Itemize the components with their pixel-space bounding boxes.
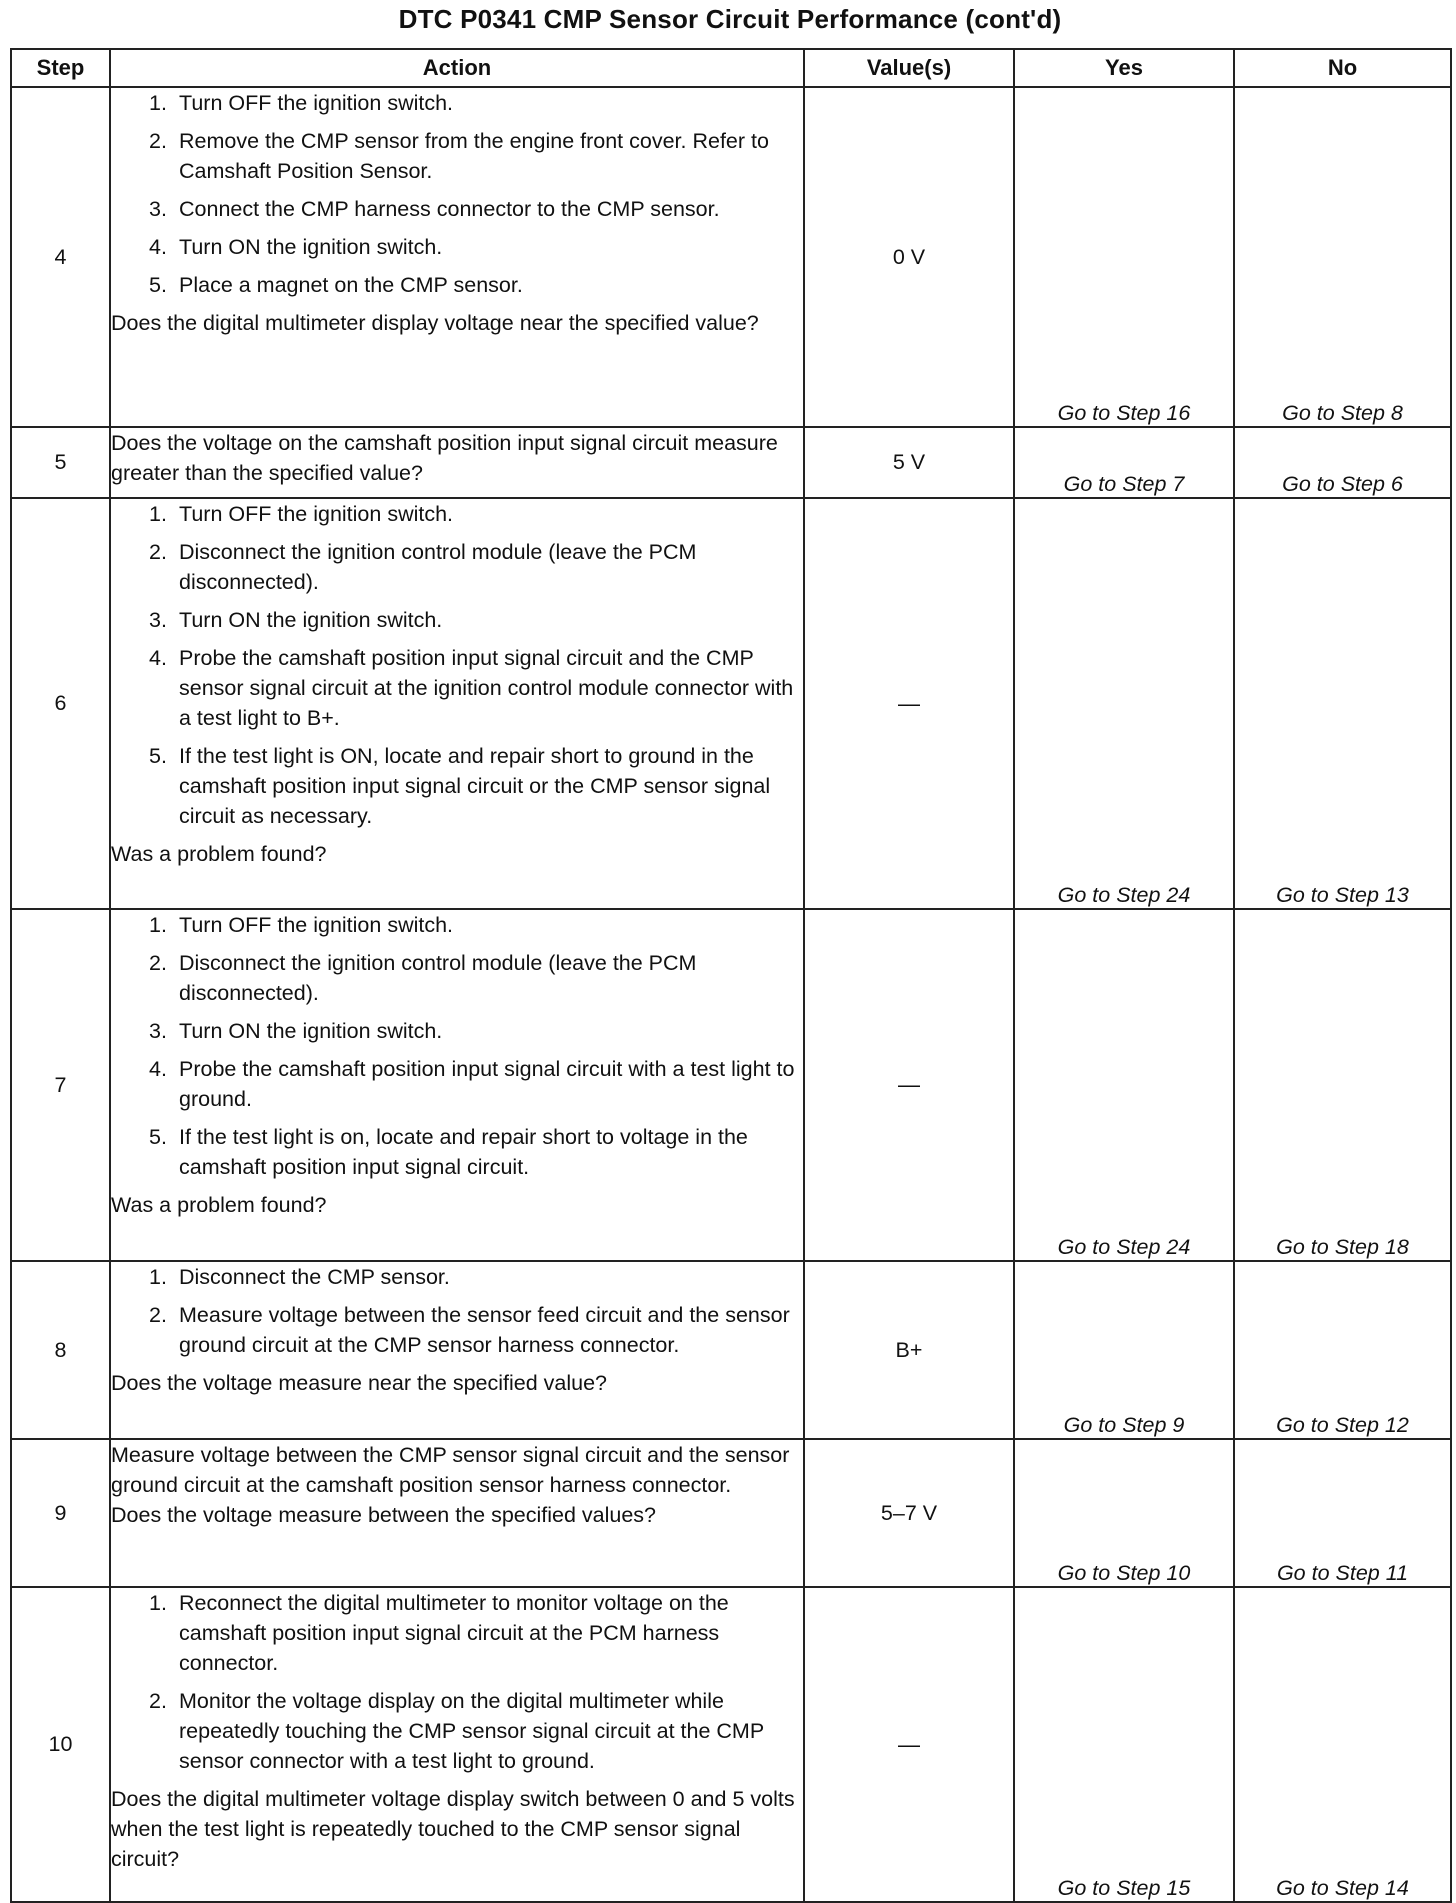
table-header-row	[11, 49, 1451, 87]
no-link[interactable]: Go to Step 13	[1234, 498, 1451, 909]
table-row	[11, 1587, 1451, 1902]
step-number: 5	[11, 427, 110, 498]
dash-value: —	[898, 690, 920, 716]
yes-link[interactable]: Go to Step 24	[1014, 909, 1234, 1261]
yes-link[interactable]: Go to Step 9	[1014, 1261, 1234, 1439]
step-number: 4	[11, 87, 110, 427]
header-no: No	[1234, 49, 1451, 87]
step-number: 6	[11, 498, 110, 909]
action-item: 2. Disconnect the ignition control module (leave the PCM disconnected).	[149, 540, 697, 594]
value-cell: 5–7 V	[804, 1439, 1014, 1587]
value-cell: B+	[804, 1261, 1014, 1439]
question-text: Was a problem found?	[111, 842, 327, 866]
action-item: 3. Turn ON the ignition switch.	[149, 1019, 443, 1043]
action-item: 1. Disconnect the CMP sensor.	[149, 1265, 450, 1289]
action-item: 1. Turn OFF the ignition switch.	[149, 913, 454, 937]
no-link[interactable]: Go to Step 12	[1234, 1261, 1451, 1439]
action-item: 2. Remove the CMP sensor from the engine front cover. Refer to Camshaft Position Sensor.	[149, 129, 769, 183]
no-link[interactable]: Go to Step 6	[1234, 427, 1451, 498]
question-text: Does the voltage measure near the specified value?	[111, 1371, 608, 1395]
action-list	[111, 1262, 803, 1368]
dash-value: —	[898, 1731, 920, 1757]
action-item: 2. Monitor the voltage display on the digital multimeter while repeatedly touching the CMP sensor signal circuit at the CMP sensor connector with a test light to ground.	[149, 1689, 764, 1773]
table-row	[11, 498, 1451, 909]
action-cell	[110, 909, 804, 1261]
table-row	[11, 427, 1451, 498]
action-list	[111, 499, 803, 839]
yes-link[interactable]: Go to Step 7	[1014, 427, 1234, 498]
value-cell	[804, 1587, 1014, 1902]
header-values: Value(s)	[804, 49, 1014, 87]
action-item: 4. Turn ON the ignition switch.	[149, 235, 443, 259]
question-text: Does the digital multimeter voltage display switch between 0 and 5 volts when the test light is repeatedly touched to the CMP sensor signal circuit?	[111, 1787, 795, 1871]
action-cell	[110, 427, 804, 498]
table-row	[11, 1261, 1451, 1439]
step-number: 10	[11, 1587, 110, 1902]
action-item: 1. Reconnect the digital multimeter to monitor voltage on the camshaft position input signal circuit at the PCM harness connector.	[149, 1591, 729, 1675]
dash-value: —	[898, 1072, 920, 1097]
action-item: 2. Disconnect the ignition control module (leave the PCM disconnected).	[149, 951, 697, 1005]
action-item: 5. Place a magnet on the CMP sensor.	[149, 273, 523, 297]
value-cell: 0 V	[804, 87, 1014, 427]
action-item: 5. If the test light is ON, locate and repair short to ground in the camshaft position input signal circuit or the CMP sensor signal circuit as necessary.	[149, 744, 771, 828]
table-row	[11, 1439, 1451, 1587]
action-item: 3. Connect the CMP harness connector to the CMP sensor.	[149, 197, 720, 221]
document-page	[10, 0, 1450, 1900]
no-link[interactable]: Go to Step 8	[1234, 87, 1451, 427]
question-text: Does the digital multimeter display voltage near the specified value?	[111, 311, 759, 335]
page-title: DTC P0341 CMP Sensor Circuit Performance (cont'd)	[398, 4, 1062, 34]
action-cell	[110, 1261, 804, 1439]
action-item: 3. Turn ON the ignition switch.	[149, 608, 443, 632]
action-item: 1. Turn OFF the ignition switch.	[149, 502, 454, 526]
step-number: 9	[11, 1439, 110, 1587]
action-cell	[110, 1439, 804, 1587]
yes-link[interactable]: Go to Step 10	[1014, 1439, 1234, 1587]
action-list	[111, 910, 803, 1190]
yes-link[interactable]: Go to Step 24	[1014, 498, 1234, 909]
action-lead-text: Measure voltage between the CMP sensor signal circuit and the sensor ground circuit at the camshaft position sensor harness connector.	[111, 1443, 790, 1497]
value-cell: 5 V	[804, 427, 1014, 498]
action-list	[111, 88, 803, 308]
action-item: 4. Probe the camshaft position input signal circuit with a test light to ground.	[149, 1057, 795, 1111]
question-text: Does the voltage on the camshaft position input signal circuit measure greater than the specified value?	[111, 431, 778, 485]
action-item: 2. Measure voltage between the sensor feed circuit and the sensor ground circuit at the CMP sensor harness connector.	[149, 1303, 790, 1357]
question-text: Was a problem found?	[111, 1193, 327, 1217]
yes-link[interactable]: Go to Step 15	[1014, 1587, 1234, 1902]
action-cell	[110, 1587, 804, 1902]
no-link[interactable]: Go to Step 14	[1234, 1587, 1451, 1902]
step-number: 7	[11, 909, 110, 1261]
header-action: Action	[110, 49, 804, 87]
action-item: 4. Probe the camshaft position input signal circuit and the CMP sensor signal circuit at the ignition control module connector with a test light to B+.	[149, 646, 794, 730]
action-item: 1. Turn OFF the ignition switch.	[149, 91, 454, 115]
action-cell	[110, 87, 804, 427]
action-list	[111, 1588, 803, 1784]
step-number: 8	[11, 1261, 110, 1439]
no-link[interactable]: Go to Step 18	[1234, 909, 1451, 1261]
value-cell	[804, 498, 1014, 909]
table-row	[11, 909, 1451, 1261]
action-cell	[110, 498, 804, 909]
no-link[interactable]: Go to Step 11	[1234, 1439, 1451, 1587]
value-cell	[804, 909, 1014, 1261]
yes-link[interactable]: Go to Step 16	[1014, 87, 1234, 427]
question-text: Does the voltage measure between the specified values?	[111, 1503, 657, 1527]
action-item: 5. If the test light is on, locate and repair short to voltage in the camshaft position input signal circuit.	[149, 1125, 748, 1179]
header-yes: Yes	[1014, 49, 1234, 87]
diagnostic-table	[10, 48, 1452, 1903]
header-step: Step	[11, 49, 110, 87]
table-row	[11, 87, 1451, 427]
